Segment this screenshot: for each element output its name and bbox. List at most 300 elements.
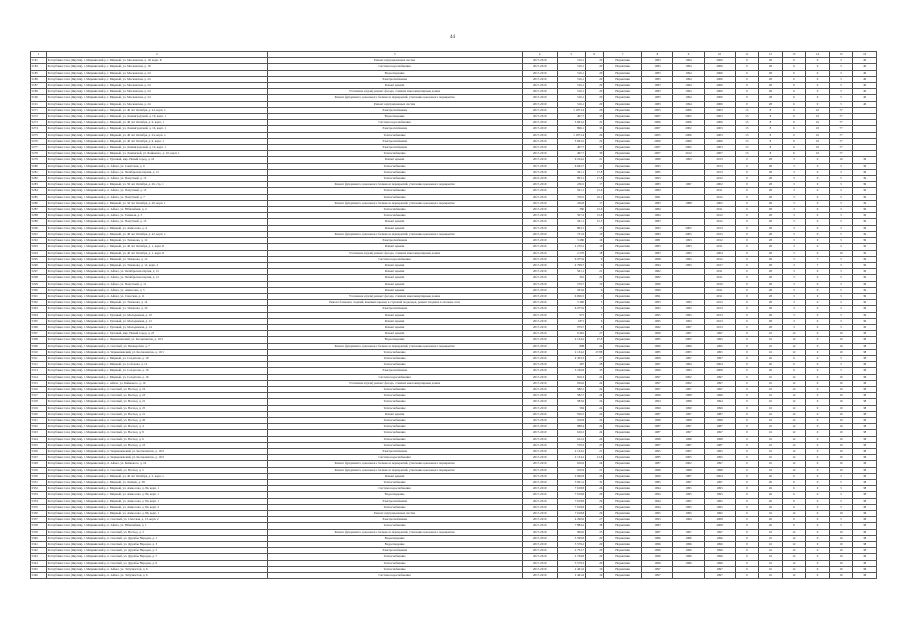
cell-col-year-a: 1996: [673, 548, 704, 554]
cell-col-status: Нормативн: [603, 424, 642, 430]
cell-col-n13: 12: [782, 461, 806, 467]
cell-col-period: 2017-2019: [522, 89, 557, 95]
cell-col-wear: 24: [585, 405, 603, 411]
cell-col-period: 2017-2019: [522, 467, 557, 473]
cell-col-year-built: 1982: [642, 269, 673, 275]
cell-col-year-a: 1988: [673, 200, 704, 206]
cell-col-work-type: Электроснабжение: [267, 107, 522, 113]
cell-col-work-type: Система водоснабжения: [267, 256, 522, 262]
cell-col-address: Республика Саха (Якутия), г. Мирнинский р, г. Мирный, ул. Ленинградский, д. 10, корп. 1: [47, 145, 268, 151]
cell-col-n13: 6: [782, 145, 806, 151]
cell-col-year-a: 2005: [673, 455, 704, 461]
cell-col-n15: 5: [829, 324, 853, 330]
cell-col-status: Нормативн: [603, 101, 642, 107]
cell-col-year-built: 2006: [642, 138, 673, 144]
cell-col-n15: 5: [829, 281, 853, 287]
cell-col-year-a: 1997: [673, 386, 704, 392]
cell-col-address: Республика Саха (Якутия), г. Мирнинский р, п. Светлый, ул. Дружбы Народов, д. 5: [47, 548, 268, 554]
cell-col-n16: 38: [853, 417, 877, 423]
cell-col-n13: 3: [782, 200, 806, 206]
cell-col-n13: 12: [782, 542, 806, 548]
cell-col-year-b: 2002: [704, 200, 735, 206]
cell-col-wear: 15,6: [585, 188, 603, 194]
cell-col-work-type: Ремонт крыши: [267, 225, 522, 231]
cell-col-period: 2017-2019: [522, 380, 557, 386]
cell-col-period: 2017-2019: [522, 529, 557, 535]
cell-col-n14: 10: [806, 107, 830, 113]
cell-col-year-built: 1983: [642, 200, 673, 206]
cell-col-n14: 0: [806, 504, 830, 510]
cell-col-n14: 0: [806, 355, 830, 361]
cell-col-year-b: 2012: [704, 194, 735, 200]
cell-col-wear: 18: [585, 250, 603, 256]
cell-col-year-b: 2006: [704, 64, 735, 70]
cell-col-n12: 26: [759, 480, 783, 486]
cell-col-n15: 5: [829, 176, 853, 182]
cell-col-year-built: 1985: [642, 349, 673, 355]
cell-col-year-a: 2006: [673, 132, 704, 138]
cell-col-wear: 24: [585, 424, 603, 430]
cell-col-n15: 10: [829, 374, 853, 380]
cell-col-status: Нормативн: [603, 529, 642, 535]
cell-col-year-a: 1997: [673, 355, 704, 361]
cell-col-work-type: Электроснабжение: [267, 548, 522, 554]
cell-col-n12: 26: [759, 368, 783, 374]
cell-col-n13: 12: [782, 548, 806, 554]
cell-col-n14: 0: [806, 374, 830, 380]
cell-col-id: 5191: [31, 101, 47, 107]
cell-col-year-a: 1995: [673, 486, 704, 492]
cell-col-n12: 28: [759, 169, 783, 175]
cell-col-work-type: Ремонт крыши: [267, 157, 522, 163]
cell-col-n13: 6: [782, 504, 806, 510]
cell-col-n14: 0: [806, 219, 830, 225]
cell-col-n11: 0: [735, 417, 759, 423]
cell-col-status: Нормативн: [603, 238, 642, 244]
cell-col-status: Нормативн: [603, 517, 642, 523]
cell-col-address: Республика Саха (Якутия), г. Мирнинский р, г. Мирный, ул. Ленинградский, д. 10, корп. 1: [47, 114, 268, 120]
cell-col-n12: 16: [759, 343, 783, 349]
cell-col-n13: 6: [782, 89, 806, 95]
cell-col-n13: 3: [782, 244, 806, 250]
cell-col-status: Нормативн: [603, 486, 642, 492]
cell-col-period: 2017-2019: [522, 262, 557, 268]
cell-col-area: 4 290,6: [557, 517, 585, 523]
cell-col-period: 2017-2019: [522, 349, 557, 355]
cell-col-period: 2017-2019: [522, 101, 557, 107]
cell-col-period: 2017-2019: [522, 194, 557, 200]
cell-col-work-type: Теплоснабжение: [267, 393, 522, 399]
cell-col-year-a: 1993: [673, 157, 704, 163]
cell-col-n13: 12: [782, 417, 806, 423]
cell-col-n12: 28: [759, 269, 783, 275]
cell-col-n13: 3: [782, 213, 806, 219]
cell-col-n14: 0: [806, 492, 830, 498]
cell-col-n16: 38: [853, 349, 877, 355]
cell-col-n15: 10: [829, 411, 853, 417]
cell-col-id: 5344: [31, 560, 47, 566]
cell-col-n15: 77: [829, 114, 853, 120]
cell-col-n11: 0: [735, 374, 759, 380]
cell-col-status: Нормативн: [603, 219, 642, 225]
cell-col-year-a: 2005: [673, 337, 704, 343]
cell-col-area: 893,1: [557, 225, 585, 231]
cell-col-year-b: 1997: [704, 461, 735, 467]
cell-col-year-built: 1990: [642, 343, 673, 349]
cell-col-period: 2017-2019: [522, 362, 557, 368]
cell-col-id: 5327: [31, 455, 47, 461]
cell-col-status: Нормативн: [603, 430, 642, 436]
cell-col-work-type: Электроснабжение: [267, 126, 522, 132]
cell-col-status: Нормативн: [603, 300, 642, 306]
cell-col-year-built: 1983: [642, 244, 673, 250]
cell-col-wear: 27,8: [585, 337, 603, 343]
cell-col-n16: 39: [853, 269, 877, 275]
cell-col-address: Республика Саха (Якутия), г. Мирнинский р, п. Светлый, ул. Восход, д. 25: [47, 405, 268, 411]
cell-col-n12: 26: [759, 504, 783, 510]
cell-col-n13: 12: [782, 511, 806, 517]
cell-col-n15: 10: [829, 511, 853, 517]
cell-col-year-built: 1983: [642, 58, 673, 64]
cell-col-id: 5339: [31, 529, 47, 535]
cell-col-n14: 0: [806, 349, 830, 355]
cell-col-n15: 5: [829, 473, 853, 479]
cell-col-n14: 7: [806, 262, 830, 268]
cell-col-year-a: 2002: [673, 126, 704, 132]
cell-col-n16: 38: [853, 573, 877, 579]
cell-col-n12: 16: [759, 542, 783, 548]
cell-col-period: 2017-2019: [522, 151, 557, 157]
cell-col-status: Нормативн: [603, 405, 642, 411]
cell-col-year-a: 2005: [673, 231, 704, 237]
cell-col-id: 5186: [31, 76, 47, 82]
cell-col-n12: 28: [759, 238, 783, 244]
cell-col-area: 1 187,14: [557, 107, 585, 113]
cell-col-year-b: 1996: [704, 548, 735, 554]
cell-col-n14: 0: [806, 194, 830, 200]
cell-col-area: 2 666,8: [557, 473, 585, 479]
cell-col-period: 2017-2019: [522, 300, 557, 306]
cell-col-n15: 5: [829, 306, 853, 312]
cell-col-n11: 0: [735, 411, 759, 417]
cell-col-year-a: 1994: [673, 70, 704, 76]
cell-col-id: 5313: [31, 368, 47, 374]
cell-col-n13: 6: [782, 95, 806, 101]
cell-col-n11: 0: [735, 566, 759, 572]
cell-col-n14: 0: [806, 461, 830, 467]
cell-col-n11: 0: [735, 355, 759, 361]
cell-col-n16: 39: [853, 262, 877, 268]
cell-col-area: 5 693,2: [557, 120, 585, 126]
cell-col-n16: 39: [853, 219, 877, 225]
cell-col-n15: 10: [829, 455, 853, 461]
cell-col-work-type: Ремонт крыши: [267, 244, 522, 250]
cell-col-address: Республика Саха (Якутия), г. Мирнинский р, г. Мирный, ул. Тихонова, д. 10: [47, 306, 268, 312]
cell-col-n15: 5: [829, 504, 853, 510]
cell-col-year-b: 1995: [704, 486, 735, 492]
cell-col-area: 975: [557, 312, 585, 318]
cell-col-work-type: Система водоснабжения: [267, 573, 522, 579]
cell-col-n11: 0: [735, 349, 759, 355]
cell-col-period: 2017-2019: [522, 83, 557, 89]
cell-col-n15: 10: [829, 535, 853, 541]
cell-col-id: 5286: [31, 200, 47, 206]
cell-col-year-built: 1990: [642, 287, 673, 293]
cell-col-n11: 15: [735, 151, 759, 157]
cell-col-n12: 28: [759, 207, 783, 213]
cell-col-year-built: 2005: [642, 132, 673, 138]
cell-col-address: Республика Саха (Якутия), г. Мирнинский р, г. Мирный, ул. Тихонова, д. 12, корп. 2: [47, 262, 268, 268]
cell-col-address: Республика Саха (Якутия), г. Мирнинский р, п. Айхал, ул. Таёжная, д. 5: [47, 213, 268, 219]
cell-col-work-type: Водоотведение: [267, 114, 522, 120]
cell-col-n12: 28: [759, 231, 783, 237]
cell-col-id: 5334: [31, 498, 47, 504]
cell-col-id: 5333: [31, 492, 47, 498]
cell-col-year-built: 1996: [642, 542, 673, 548]
cell-col-n16: 38: [853, 455, 877, 461]
cell-col-year-b: 1995: [704, 337, 735, 343]
cell-col-area: 9 481: [557, 331, 585, 337]
cell-col-work-type: Теплоснабжение: [267, 523, 522, 529]
cell-col-n11: 0: [735, 442, 759, 448]
cell-col-address: Республика Саха (Якутия), г. Мирнинский р, г. Мирный, ул. Аммосова, д. 86, корп. 1: [47, 511, 268, 517]
cell-col-year-a: 1994: [673, 64, 704, 70]
cell-col-n12: 16: [759, 380, 783, 386]
cell-col-n15: 77: [829, 138, 853, 144]
cell-col-work-type: Теплоснабжение: [267, 349, 522, 355]
cell-col-status: Нормативн: [603, 200, 642, 206]
cell-col-n13: 12: [782, 455, 806, 461]
cell-col-address: Республика Саха (Якутия), г. Мирнинский р, п. Айхал, ул. Юбилейная, д. 4: [47, 207, 268, 213]
cell-col-year-b: 2006: [704, 120, 735, 126]
cell-col-n14: 0: [806, 554, 830, 560]
cell-col-n15: 5: [829, 231, 853, 237]
cell-col-id: 5287: [31, 207, 47, 213]
cell-col-work-type: Ремонт внутридомовых систем: [267, 511, 522, 517]
cell-col-n15: 10: [829, 430, 853, 436]
cell-col-status: Нормативн: [603, 436, 642, 442]
cell-col-year-built: 1984: [642, 213, 673, 219]
cell-col-n12: 16: [759, 436, 783, 442]
cell-col-status: Нормативн: [603, 126, 642, 132]
cell-col-n13: 3: [782, 225, 806, 231]
cell-col-address: Республика Саха (Якутия), г. Мирнинский р, п. Светлый, ул. Дружбы Народов, д. 3: [47, 542, 268, 548]
cell-col-year-built: 1983: [642, 101, 673, 107]
cell-col-year-built: 2007: [642, 151, 673, 157]
cell-col-id: 5343: [31, 554, 47, 560]
cell-col-work-type: Электроснабжение: [267, 145, 522, 151]
cell-col-n13: 6: [782, 83, 806, 89]
cell-col-period: 2017-2019: [522, 275, 557, 281]
cell-col-status: Нормативн: [603, 374, 642, 380]
cell-col-n14: 0: [806, 455, 830, 461]
cell-col-n15: 5: [829, 256, 853, 262]
cell-col-period: 2017-2019: [522, 504, 557, 510]
cell-col-n15: 10: [829, 529, 853, 535]
cell-col-year-a: 1987: [673, 473, 704, 479]
cell-col-id: 5322: [31, 424, 47, 430]
cell-col-address: Республика Саха (Якутия), г. Мирнинский р, г. Мирный, ул. 50 лет Октября, д. 26, корп. 1: [47, 200, 268, 206]
cell-col-n14: 0: [806, 399, 830, 405]
cell-col-year-built: 1998: [642, 436, 673, 442]
cell-col-n12: 28: [759, 101, 783, 107]
cell-col-year-b: 2013: [704, 169, 735, 175]
cell-col-year-b: 1995: [704, 504, 735, 510]
cell-col-n16: 38: [853, 511, 877, 517]
cell-col-n16: 38: [853, 461, 877, 467]
header-col-year-a: 9: [673, 52, 704, 58]
cell-col-area: 3 599,8: [557, 535, 585, 541]
cell-col-year-a: 2002: [673, 114, 704, 120]
cell-col-year-b: 2006: [704, 83, 735, 89]
cell-col-id: 5290: [31, 225, 47, 231]
cell-col-year-b: 1997: [704, 566, 735, 572]
cell-col-n16: 38: [853, 486, 877, 492]
cell-col-n13: 12: [782, 331, 806, 337]
cell-col-id: 5319: [31, 405, 47, 411]
cell-col-n15: 5: [829, 182, 853, 188]
cell-col-n16: 38: [853, 405, 877, 411]
header-col-address: 2: [47, 52, 268, 58]
cell-col-n16: 38: [853, 393, 877, 399]
cell-col-status: Нормативн: [603, 455, 642, 461]
cell-col-n15: 5: [829, 523, 853, 529]
cell-col-work-type: Электроснабжение: [267, 498, 522, 504]
cell-col-n11: 15: [735, 114, 759, 120]
cell-col-area: 497,7: [557, 151, 585, 157]
cell-col-status: Нормативн: [603, 411, 642, 417]
cell-col-address: Республика Саха (Якутия), г. Мирнинский р, п. Светлый, ул. Восход, д. 21: [47, 399, 268, 405]
cell-col-period: 2015-2018: [522, 176, 557, 182]
cell-col-year-b: 2011: [704, 269, 735, 275]
cell-col-n12: 28: [759, 262, 783, 268]
cell-col-id: 5299: [31, 281, 47, 287]
cell-col-n13: 12: [782, 535, 806, 541]
cell-col-area: 561,1: [557, 219, 585, 225]
cell-col-n13: 12: [782, 554, 806, 560]
cell-col-wear: 17,8: [585, 176, 603, 182]
cell-col-period: 2017-2019: [522, 107, 557, 113]
cell-col-n14: 0: [806, 188, 830, 194]
cell-col-year-b: 2006: [704, 76, 735, 82]
cell-col-n14: 0: [806, 449, 830, 455]
cell-col-n13: 6: [782, 517, 806, 523]
cell-col-n12: 8: [759, 132, 783, 138]
cell-col-n12: 28: [759, 312, 783, 318]
cell-col-address: Республика Саха (Якутия), г. Мирнинский р, п. Светлый, ул. Пионерская, д. 7: [47, 343, 268, 349]
cell-col-n16: 39: [853, 244, 877, 250]
cell-col-n13: 3: [782, 293, 806, 299]
cell-col-year-built: 1995: [642, 318, 673, 324]
cell-col-n11: 0: [735, 343, 759, 349]
cell-col-year-a: 1986: [673, 535, 704, 541]
cell-col-area: 2 134,2: [557, 337, 585, 343]
cell-col-wear: 19: [585, 566, 603, 572]
cell-col-work-type: Система водоснабжения: [267, 455, 522, 461]
cell-col-area: 561,1: [557, 188, 585, 194]
cell-col-n14: 0: [806, 83, 830, 89]
cell-col-n11: 0: [735, 244, 759, 250]
cell-col-n13: 3: [782, 176, 806, 182]
cell-col-year-a: 1994: [673, 101, 704, 107]
cell-col-n13: 3: [782, 269, 806, 275]
cell-col-n16: 38: [853, 449, 877, 455]
cell-col-n11: 0: [735, 480, 759, 486]
cell-col-year-a: 2002: [673, 461, 704, 467]
cell-col-n15: 5: [829, 194, 853, 200]
cell-col-status: Нормативн: [603, 393, 642, 399]
cell-col-address: Республика Саха (Якутия), г. Мирнинский р, г. Мирный, ул. Аммосова, д. 84, корп. 1: [47, 492, 268, 498]
cell-col-work-type: Утепление и (или) ремонт фасада, ставших многоквартирным домом: [267, 293, 522, 299]
cell-col-n15: 77: [829, 151, 853, 157]
cell-col-year-b: 2013: [704, 225, 735, 231]
cell-col-year-a: 1997: [673, 411, 704, 417]
cell-col-id: 5288: [31, 213, 47, 219]
cell-col-n13: 12: [782, 566, 806, 572]
cell-col-year-built: 1969: [642, 473, 673, 479]
cell-col-id: 5289: [31, 219, 47, 225]
cell-col-period: 2017-2019: [522, 393, 557, 399]
cell-col-work-type: Ремонт крыши: [267, 331, 522, 337]
cell-col-n12: 28: [759, 287, 783, 293]
cell-col-n13: 12: [782, 343, 806, 349]
cell-col-status: Нормативн: [603, 461, 642, 467]
cell-col-area: 916,8: [557, 417, 585, 423]
cell-col-work-type: Теплоснабжение: [267, 194, 522, 200]
cell-col-period: 2017-2019: [522, 231, 557, 237]
cell-col-year-b: 2012: [704, 238, 735, 244]
cell-col-id: 5310: [31, 349, 47, 355]
cell-col-period: 2017-2019: [522, 76, 557, 82]
cell-col-n11: 0: [735, 163, 759, 169]
cell-col-year-b: 1997: [704, 386, 735, 392]
cell-col-status: Нормативн: [603, 169, 642, 175]
cell-col-n16: 40: [853, 58, 877, 64]
cell-col-n16: 39: [853, 157, 877, 163]
cell-col-wear: 15,8: [585, 213, 603, 219]
cell-col-work-type: Теплоснабжение: [267, 566, 522, 572]
cell-col-wear: 33: [585, 114, 603, 120]
cell-col-n16: 38: [853, 535, 877, 541]
cell-col-id: 5282: [31, 176, 47, 182]
cell-col-n12: 16: [759, 411, 783, 417]
cell-col-work-type: Теплоснабжение: [267, 386, 522, 392]
cell-col-year-a: 1999: [673, 343, 704, 349]
cell-col-year-built: 1990: [642, 281, 673, 287]
cell-col-year-built: 1993: [642, 300, 673, 306]
cell-col-address: Республика Саха (Якутия), г. Мирнинский р, п. Светлый, ул. Спасская, д. 13, корп. 2: [47, 517, 268, 523]
cell-col-id: 5300: [31, 287, 47, 293]
cell-col-status: Нормативн: [603, 269, 642, 275]
cell-col-year-b: 2006: [704, 58, 735, 64]
cell-col-year-built: 1983: [642, 182, 673, 188]
cell-col-n12: 16: [759, 535, 783, 541]
cell-col-area: 7 618,8: [557, 492, 585, 498]
cell-col-wear: 20: [585, 58, 603, 64]
cell-col-n16: 39: [853, 176, 877, 182]
cell-col-id: 5276: [31, 138, 47, 144]
cell-col-n12: 28: [759, 157, 783, 163]
cell-col-address: Республика Саха (Якутия), г. Мирнинский р, г. Мирный, ул. Аммосова, д. 84, корп. 2: [47, 504, 268, 510]
cell-col-n12: 28: [759, 293, 783, 299]
cell-col-n13: 3: [782, 169, 806, 175]
cell-col-area: 516,1: [557, 95, 585, 101]
cell-col-id: 5280: [31, 163, 47, 169]
cell-col-n15: 5: [829, 362, 853, 368]
cell-col-n11: 15: [735, 107, 759, 113]
cell-col-period: 2017-2019: [522, 374, 557, 380]
cell-col-n13: 12: [782, 374, 806, 380]
